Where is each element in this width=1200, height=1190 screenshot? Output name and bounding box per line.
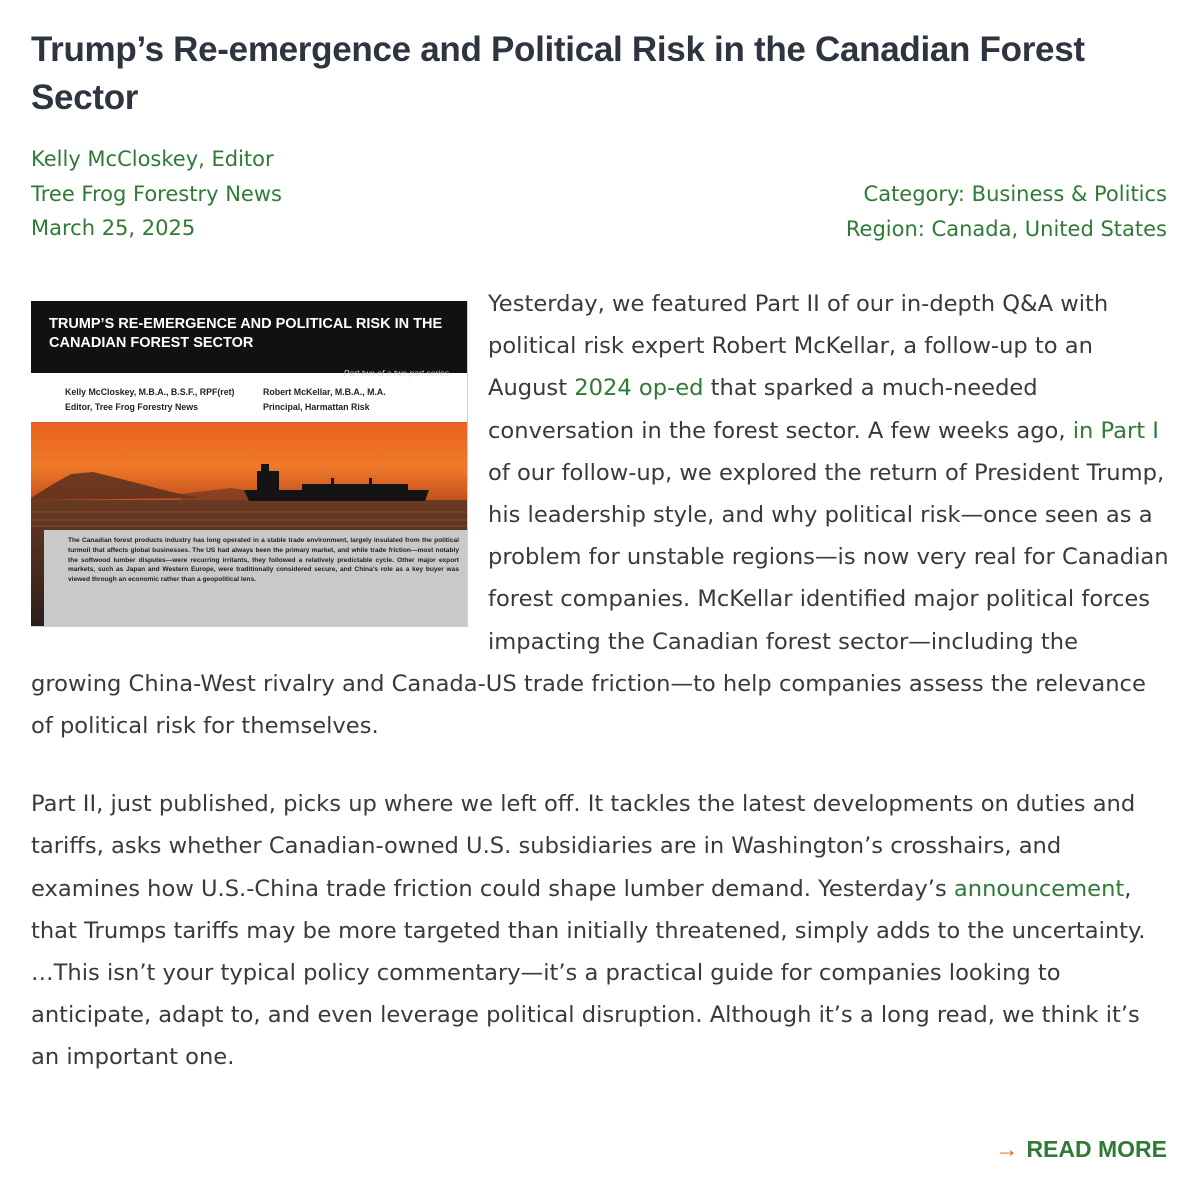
paragraph-1-text-b: that sparked a much-needed conversation in the forest sector. A few weeks ago, — [488, 375, 1073, 444]
paragraph-1-text-c: of our follow-up, we explored the return of President Trump, his leadership style, and why political risk—once seen as a problem for unstable regions—is now very real for Canadian forest companies. McKellar identified major political forces impacting the Canadian forest sector—including the growing China-West rivalry and Canada-US trade friction—to help companies assess the relevance of political risk for themselves. — [31, 459, 1169, 740]
op-ed-link[interactable]: 2024 op-ed — [574, 375, 704, 402]
arrow-right-icon: → — [995, 1136, 1019, 1162]
paragraph-2 — [31, 783, 1171, 1078]
figure-header — [31, 301, 467, 378]
figure-author-2 — [263, 385, 463, 415]
figure-author-1-name: Kelly McCloskey, M.B.A., B.S.F., RPF(ret) — [65, 387, 235, 397]
figure-series-label: Part two of a two part series — [343, 368, 449, 378]
article-figure[interactable] — [31, 301, 468, 627]
category-link[interactable]: Category: Business & Politics — [863, 182, 1167, 206]
figure-caption: The Canadian forest products industry has long operated in a stable trade environment, largely insulated from the political turmoil that affects global businesses. The US had always been the primary market, and while trade friction—most notably the softwood lumber disputes—were recurring irritants, they followed a relatively predictable cycle. Other major export markets, such as Japan and Western Europe, were traditionally considered secure, and China’s role as a key buyer was viewed through an economic rather than a geopolitical lens. — [44, 530, 467, 626]
paragraph-2-text-a: Part II, just published, picks up where we left off. It tackles the latest developments on duties and tariffs, asks whether Canadian-owned U.S. subsidiaries are in Washington’s crosshairs, and examines how U.S.-China trade friction could shape lumber demand. Yesterday’s — [31, 791, 1136, 902]
figure-author-2-name: Robert McKellar, M.B.A., M.A. — [263, 387, 386, 397]
figure-author-1-role: Editor, Tree Frog Forestry News — [65, 402, 198, 412]
announcement-link[interactable]: announcement — [953, 875, 1125, 902]
read-more-link[interactable] — [995, 1131, 1167, 1167]
paragraph-2-text-b: , that Trumps tariffs may be more targeted than initially threatened, simply adds to the uncertainty. …This isn’t your typical policy commentary—it’s a practical guide for companies looking to anticipate, adapt to, and even leverage political disruption. Although it’s a long read, we think it’s an important one. — [31, 875, 1146, 1071]
publish-date[interactable]: March 25, 2025 — [31, 216, 196, 240]
publication-name[interactable]: Tree Frog Forestry News — [31, 181, 282, 206]
figure-author-1 — [65, 385, 265, 415]
article-meta — [31, 142, 282, 246]
paragraph-1-text-a: Yesterday, we featured Part II of our in-depth Q&A with political risk expert Robert McKellar, a follow-up to an August — [488, 291, 1109, 402]
figure-author-2-role: Principal, Harmattan Risk — [263, 402, 370, 412]
author-byline[interactable]: Kelly McCloskey, Editor — [31, 147, 274, 171]
figure-title: TRUMP’S RE-EMERGENCE AND POLITICAL RISK IN THE CANADIAN FOREST SECTOR — [49, 316, 443, 351]
article-taxonomy — [846, 177, 1167, 246]
read-more-label: READ MORE — [1026, 1136, 1167, 1162]
part-one-link[interactable]: in Part I — [1072, 417, 1159, 444]
region-link[interactable]: Region: Canada, United States — [845, 216, 1167, 241]
article-body — [31, 283, 1171, 1079]
article-title[interactable]: Trump’s Re-emergence and Political Risk in the Canadian Forest Sector — [31, 30, 1085, 117]
